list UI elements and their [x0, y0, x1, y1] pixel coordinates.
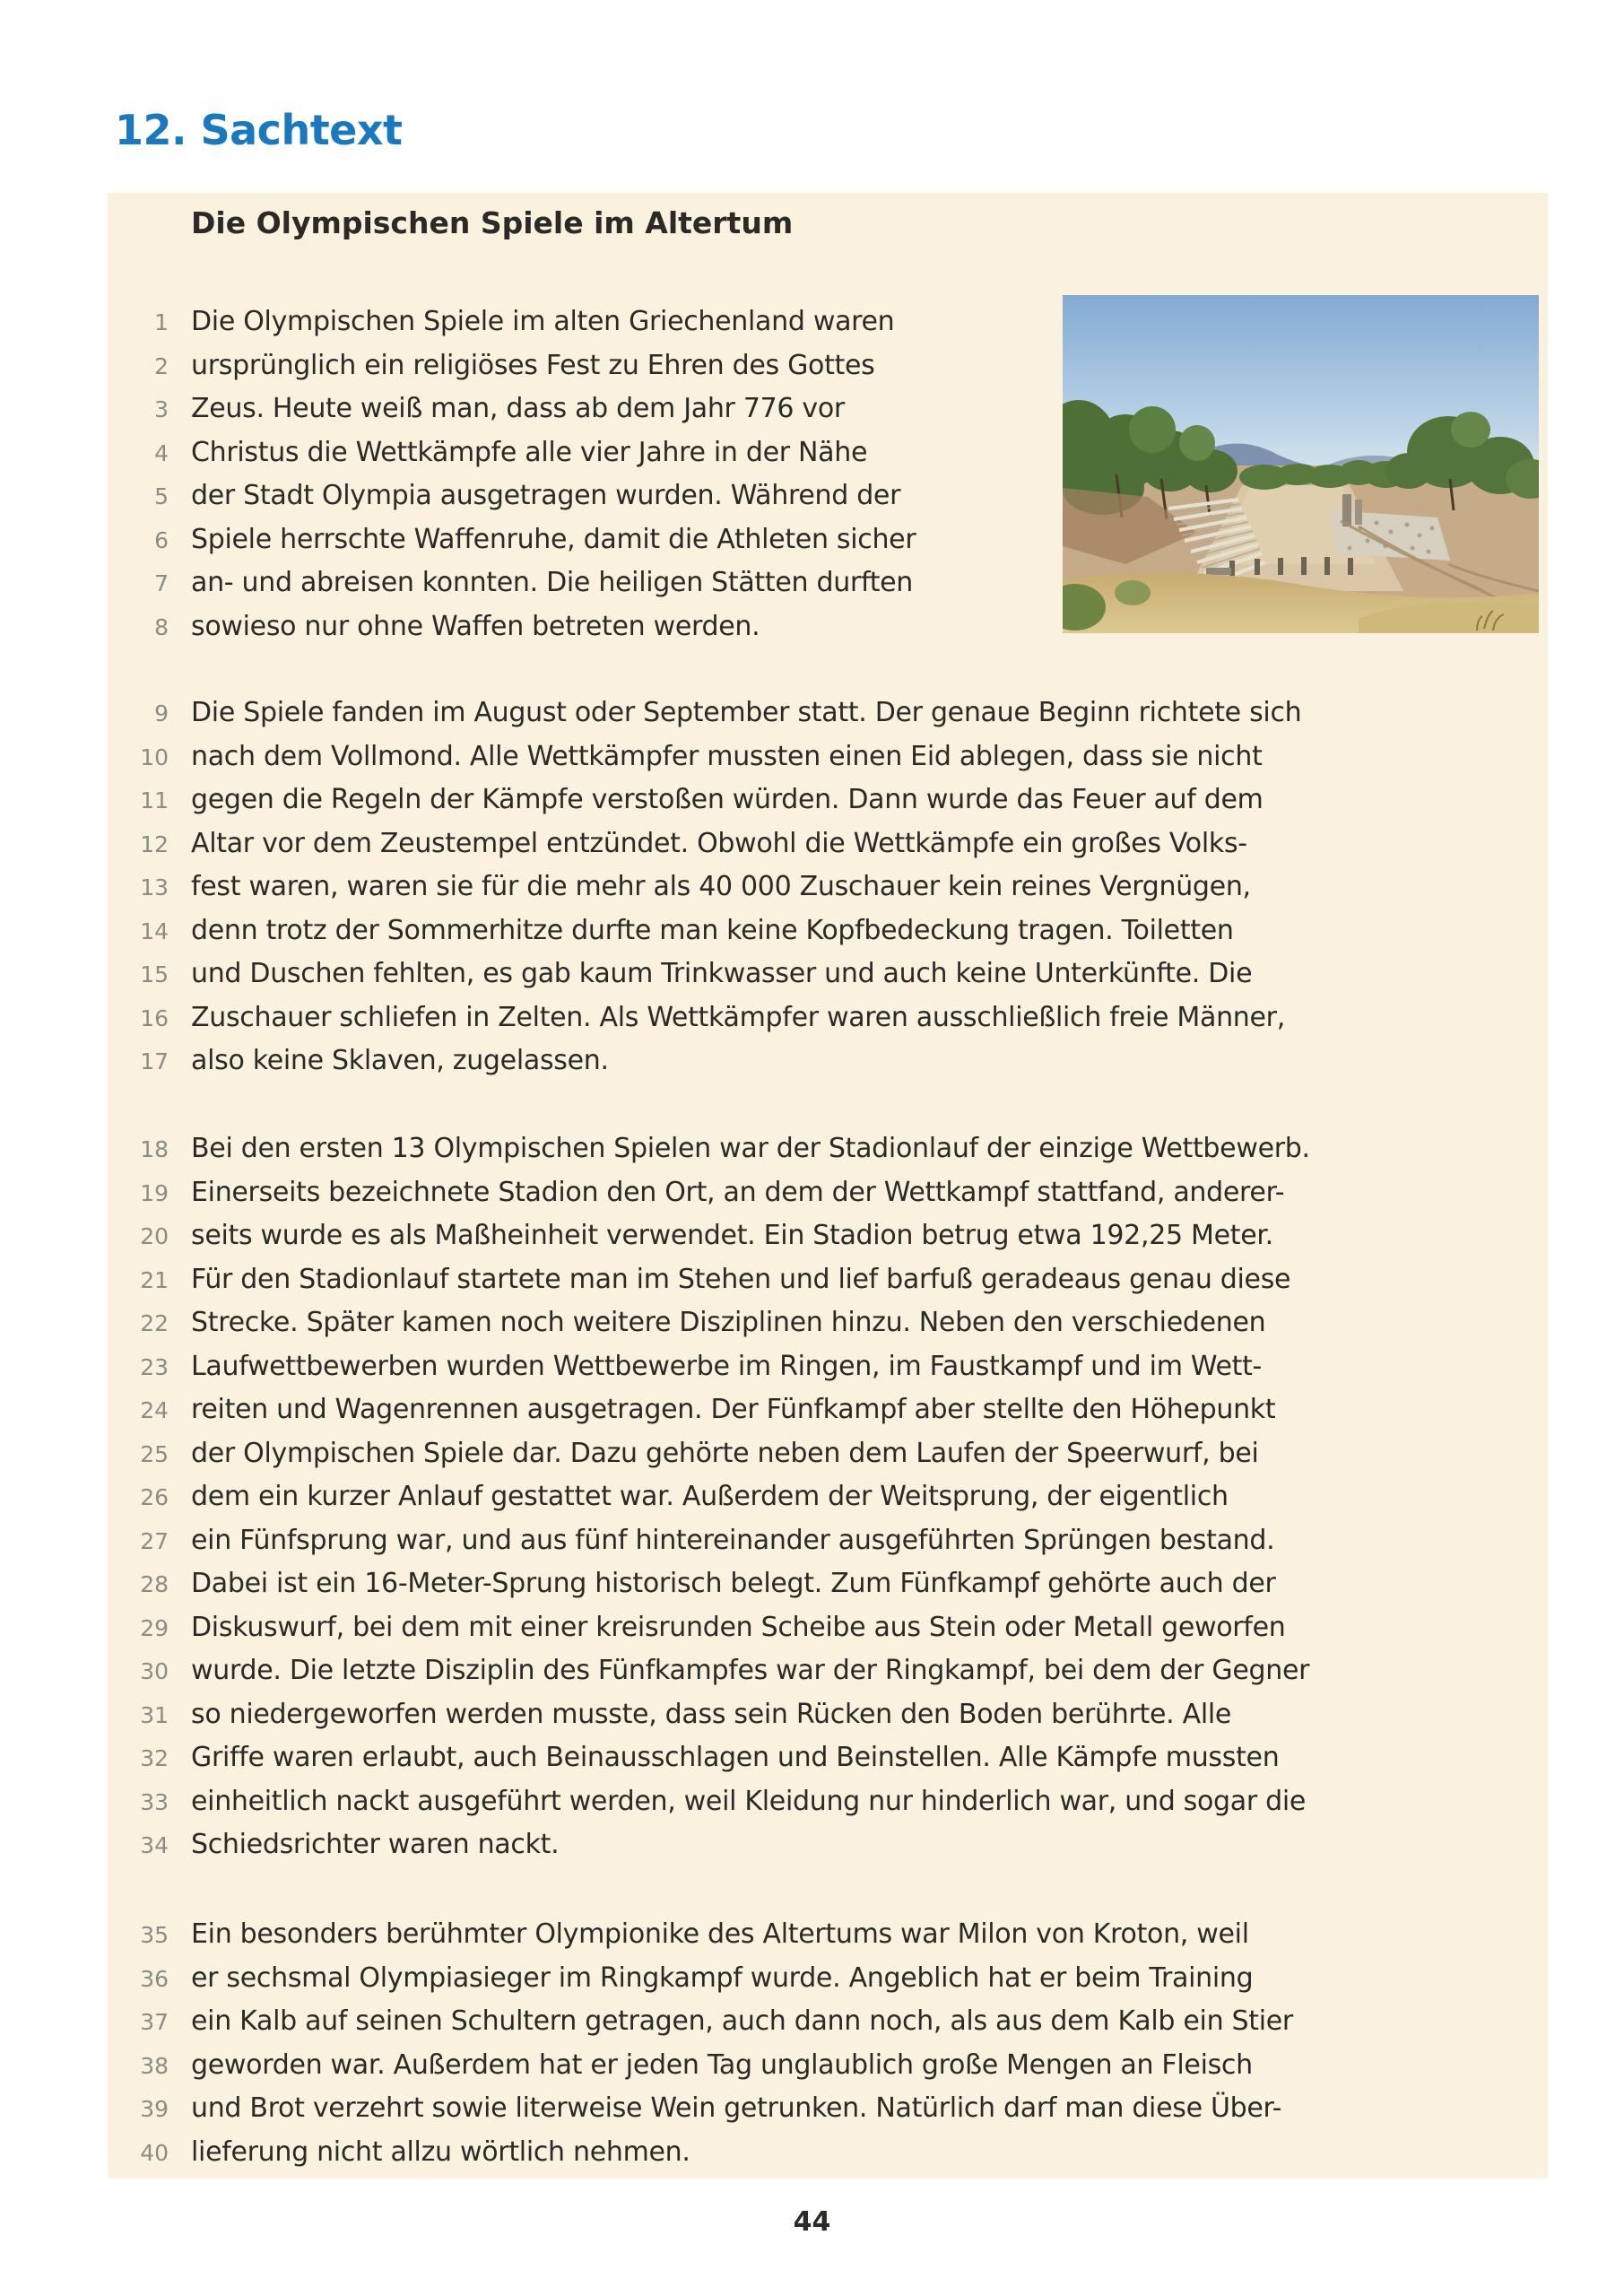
- line-number: 12: [140, 831, 169, 857]
- line-text: an- und abreisen konnten. Die heiligen Stätten durften: [191, 567, 914, 598]
- line-text: wurde. Die letzte Disziplin des Fünfkampfes war der Ringkampf, bei dem der Gegner: [191, 1655, 1310, 1686]
- line-number: 26: [140, 1484, 169, 1510]
- article-heading: Die Olympischen Spiele im Altertum: [191, 205, 794, 240]
- line-text: er sechsmal Olympiasieger im Ringkampf wurde. Angeblich hat er beim Training: [191, 1961, 1254, 1994]
- line-text: geworden war. Außerdem hat er jeden Tag unglaublich große Mengen an Fleisch: [191, 2048, 1253, 2081]
- text-line: [108, 2131, 1548, 2175]
- text-line: [108, 387, 1548, 431]
- line-number: 4: [154, 439, 169, 466]
- line-number: 3: [154, 396, 169, 422]
- line-number: 28: [140, 1571, 169, 1597]
- text-line: [108, 1388, 1548, 1432]
- line-text: Griffe waren erlaubt, auch Beinausschlagen und Beinstellen. Alle Kämpfe mussten: [191, 1742, 1280, 1773]
- line-text: ein Kalb auf seinen Schultern getragen, auch dann noch, als aus dem Kalb ein Stier: [191, 2005, 1293, 2037]
- line-text: und Brot verzehrt sowie literweise Wein getrunken. Natürlich darf man diese Über-: [191, 2092, 1282, 2124]
- line-text: Einerseits bezeichnete Stadion den Ort, an dem der Wettkampf stattfand, anderer-: [191, 1176, 1285, 1208]
- line-text: ein Fünfsprung war, und aus fünf hintereinander ausgeführten Sprüngen bestand.: [191, 1524, 1275, 1556]
- line-number: 5: [154, 483, 169, 509]
- text-line: [108, 778, 1548, 822]
- text-line: [108, 1039, 1548, 1083]
- line-text: Ein besonders berühmter Olympionike des Altertums war Milon von Kroton, weil: [191, 1918, 1249, 1950]
- line-number: 31: [140, 1701, 169, 1728]
- line-text: Altar vor dem Zeustempel entzündet. Obwohl die Wettkämpfe ein großes Volks-: [191, 827, 1247, 859]
- text-line: [108, 822, 1548, 866]
- line-number: 15: [140, 961, 169, 987]
- line-text: Laufwettbewerben wurden Wettbewerbe im Ringen, im Faustkampf und im Wett-: [191, 1350, 1263, 1382]
- line-text: fest waren, waren sie für die mehr als 40 000 Zuschauer kein reines Vergnügen,: [191, 871, 1251, 902]
- line-text: Schiedsrichter waren nackt.: [191, 1829, 560, 1860]
- text-line: [108, 431, 1548, 475]
- line-text: also keine Sklaven, zugelassen.: [191, 1045, 609, 1076]
- text-line: [108, 996, 1548, 1040]
- text-line: [108, 2087, 1548, 2131]
- line-number: 36: [140, 1965, 169, 1992]
- text-line: [108, 561, 1548, 605]
- line-text: denn trotz der Sommerhitze durfte man keine Kopfbedeckung tragen. Toiletten: [191, 914, 1234, 946]
- text-line: [108, 1562, 1548, 1606]
- paragraph-2: [108, 691, 1548, 1083]
- line-text: Für den Stadionlauf startete man im Stehen und lief barfuß geradeaus genau diese: [191, 1263, 1291, 1295]
- text-line: [108, 1519, 1548, 1563]
- text-line: [108, 735, 1548, 779]
- reading-text-box: [108, 193, 1548, 2179]
- text-line: [108, 1736, 1548, 1780]
- line-text: einheitlich nackt ausgeführt werden, weil Kleidung nur hinderlich war, und sogar die: [191, 1785, 1307, 1817]
- line-text: Bei den ersten 13 Olympischen Spielen war der Stadionlauf der einzige Wettbewerb.: [191, 1133, 1310, 1164]
- line-number: 17: [140, 1048, 169, 1074]
- line-text: Die Spiele fanden im August oder September statt. Der genaue Beginn richtete sich: [191, 697, 1302, 728]
- line-number: 16: [140, 1004, 169, 1031]
- line-text: der Stadt Olympia ausgetragen wurden. Während der: [191, 480, 901, 511]
- line-text: Christus die Wettkämpfe alle vier Jahre in der Nähe: [191, 436, 868, 468]
- text-line: [108, 1693, 1548, 1737]
- text-line: [108, 344, 1548, 388]
- line-number: 27: [140, 1527, 169, 1554]
- text-line: [108, 474, 1548, 518]
- text-line: [108, 691, 1548, 735]
- text-line: [108, 1345, 1548, 1389]
- line-number: 13: [140, 874, 169, 900]
- text-line: [108, 1913, 1548, 1957]
- line-text: gegen die Regeln der Kämpfe verstoßen würden. Dann wurde das Feuer auf dem: [191, 784, 1264, 815]
- line-text: nach dem Vollmond. Alle Wettkämpfer mussten einen Eid ablegen, dass sie nicht: [191, 740, 1263, 772]
- line-number: 9: [154, 700, 169, 726]
- line-number: 29: [140, 1614, 169, 1641]
- paragraph-1: [108, 300, 1548, 648]
- line-number: 32: [140, 1745, 169, 1771]
- text-line: [108, 518, 1548, 562]
- line-text: lieferung nicht allzu wörtlich nehmen.: [191, 2135, 690, 2168]
- text-line: [108, 1823, 1548, 1867]
- line-number: 25: [140, 1440, 169, 1467]
- line-text: Zeus. Heute weiß man, dass ab dem Jahr 776 vor: [191, 393, 845, 424]
- page-number: 44: [793, 2206, 831, 2238]
- text-line: [108, 2044, 1548, 2088]
- line-text: der Olympischen Spiele dar. Dazu gehörte neben dem Laufen der Speerwurf, bei: [191, 1437, 1259, 1469]
- text-line: [108, 1214, 1548, 1258]
- line-number: 40: [140, 2139, 169, 2166]
- text-line: [108, 1957, 1548, 2001]
- text-line: [108, 865, 1548, 909]
- line-number: 38: [140, 2052, 169, 2079]
- line-text: seits wurde es als Maßheinheit verwendet. Ein Stadion betrug etwa 192,25 Meter.: [191, 1220, 1273, 1251]
- line-text: sowieso nur ohne Waffen betreten werden.: [191, 610, 760, 642]
- line-number: 34: [140, 1832, 169, 1858]
- line-number: 18: [140, 1136, 169, 1162]
- text-line: [108, 300, 1548, 344]
- line-number: 39: [140, 2096, 169, 2122]
- line-number: 20: [140, 1223, 169, 1249]
- line-number: 6: [154, 526, 169, 553]
- section-title: 12. Sachtext: [115, 106, 403, 154]
- line-number: 14: [140, 918, 169, 944]
- line-number: 37: [140, 2009, 169, 2035]
- line-text: so niedergeworfen werden musste, dass sein Rücken den Boden berührte. Alle: [191, 1698, 1232, 1730]
- text-line: [108, 1432, 1548, 1476]
- text-line: [108, 1171, 1548, 1215]
- line-text: dem ein kurzer Anlauf gestattet war. Außerdem der Weitsprung, der eigentlich: [191, 1481, 1229, 1512]
- text-line: [108, 1780, 1548, 1824]
- text-line: [108, 1475, 1548, 1519]
- text-line: [108, 605, 1548, 649]
- line-number: 22: [140, 1310, 169, 1336]
- line-number: 7: [154, 570, 169, 596]
- line-text: ursprünglich ein religiöses Fest zu Ehren des Gottes: [191, 349, 875, 381]
- line-number: 35: [140, 1922, 169, 1948]
- line-number: 33: [140, 1788, 169, 1815]
- text-line: [108, 1301, 1548, 1345]
- text-line: [108, 1649, 1548, 1693]
- text-line: [108, 952, 1548, 996]
- line-text: Strecke. Später kamen noch weitere Disziplinen hinzu. Neben den verschiedenen: [191, 1307, 1266, 1338]
- line-number: 10: [140, 744, 169, 770]
- line-text: reiten und Wagenrennen ausgetragen. Der Fünfkampf aber stellte den Höhepunkt: [191, 1394, 1276, 1425]
- line-number: 8: [154, 613, 169, 640]
- text-line: [108, 1258, 1548, 1302]
- line-number: 30: [140, 1658, 169, 1684]
- line-number: 2: [154, 352, 169, 379]
- line-text: Dabei ist ein 16-Meter-Sprung historisch belegt. Zum Fünfkampf gehörte auch der: [191, 1568, 1276, 1599]
- text-line: [108, 1606, 1548, 1650]
- paragraph-4: [108, 1913, 1548, 2174]
- line-number: 11: [140, 787, 169, 813]
- line-number: 19: [140, 1179, 169, 1206]
- paragraph-3: [108, 1127, 1548, 1867]
- line-number: 23: [140, 1353, 169, 1380]
- line-text: Diskuswurf, bei dem mit einer kreisrunden Scheibe aus Stein oder Metall geworfen: [191, 1611, 1286, 1643]
- text-line: [108, 1127, 1548, 1171]
- line-text: und Duschen fehlten, es gab kaum Trinkwasser und auch keine Unterkünfte. Die: [191, 958, 1253, 989]
- text-line: [108, 909, 1548, 953]
- line-number: 1: [154, 309, 169, 335]
- line-text: Zuschauer schliefen in Zelten. Als Wettkämpfer waren ausschließlich freie Männer,: [191, 1001, 1285, 1033]
- line-number: 24: [140, 1397, 169, 1423]
- text-line: [108, 2000, 1548, 2044]
- line-text: Spiele herrschte Waffenruhe, damit die Athleten sicher: [191, 523, 916, 555]
- line-text: Die Olympischen Spiele im alten Griechenland waren: [191, 306, 895, 337]
- line-number: 21: [140, 1266, 169, 1293]
